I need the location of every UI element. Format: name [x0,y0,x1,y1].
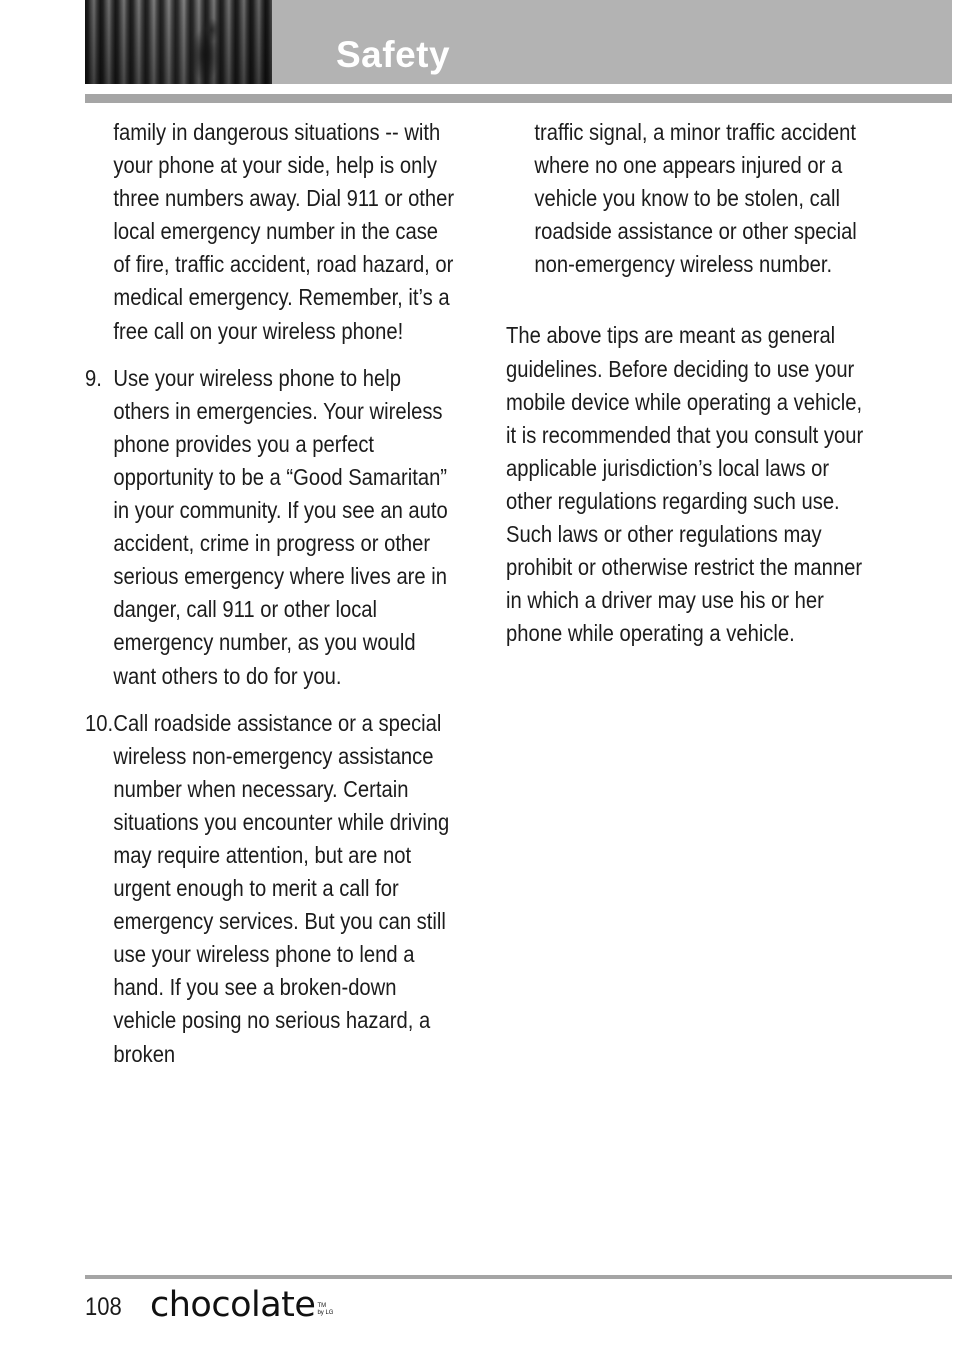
continued-list-item-text: traffic signal, a minor traffic accident where no one appears injured or a vehicle you know to be stolen, call roadside assistance or other special non-emergency wireless number. [534,119,857,278]
list-item-number: 9. [85,364,102,391]
page-title: Safety [336,34,451,75]
brand-wordmark: chocolate [150,1285,316,1325]
footer-divider [85,1275,952,1279]
brand-maker: by LG [317,1310,334,1316]
header-photo [85,0,272,84]
list-item [85,362,455,693]
brand-trademark: TM [317,1303,327,1309]
continued-paragraph: family in dangerous situations -- with your phone at your side, help is only three numbers away. Dial 911 or other local emergency number in the case of fire, traffic accident, road hazard, or medical emergency. Remember, it’s a free call on your wireless phone! [113,119,455,344]
list-item-text: Call roadside assistance or a special wireless non-emergency assistance number when necessary. Certain situations you encounter while driving may require attention, but are not urgent enough to merit a call for emergency services. But you can still use your wireless phone to lend a hand. If you see a broken-down vehicle posing no serious hazard, a broken [113,709,450,1067]
list-item-text: Use your wireless phone to help others in emergencies. Your wireless phone provides you a perfect opportunity to be a “Good Samaritan” in your community. If you see an auto accident, crime in progress or other serious emergency where lives are in danger, call 911 or other local emergency number, as you would want others to do for you. [113,364,448,689]
right-column [506,116,872,650]
body-paragraph: The above tips are meant as general guidelines. Before deciding to use your mobile device while operating a vehicle, it is recommended that you consult your applicable jurisdiction’s local laws or other regulations regarding such use. Such laws or other regulations may prohibit or otherwise restrict the manner in which a driver may use his or her phone while operating a vehicle. [506,322,864,647]
header-divider [85,94,952,103]
page-number: 108 [85,1293,122,1321]
brand-logo [150,1283,333,1323]
brand-tag [317,1303,333,1317]
left-column [85,116,455,1071]
list-item [85,707,455,1071]
list-item-number: 10. [85,709,114,736]
